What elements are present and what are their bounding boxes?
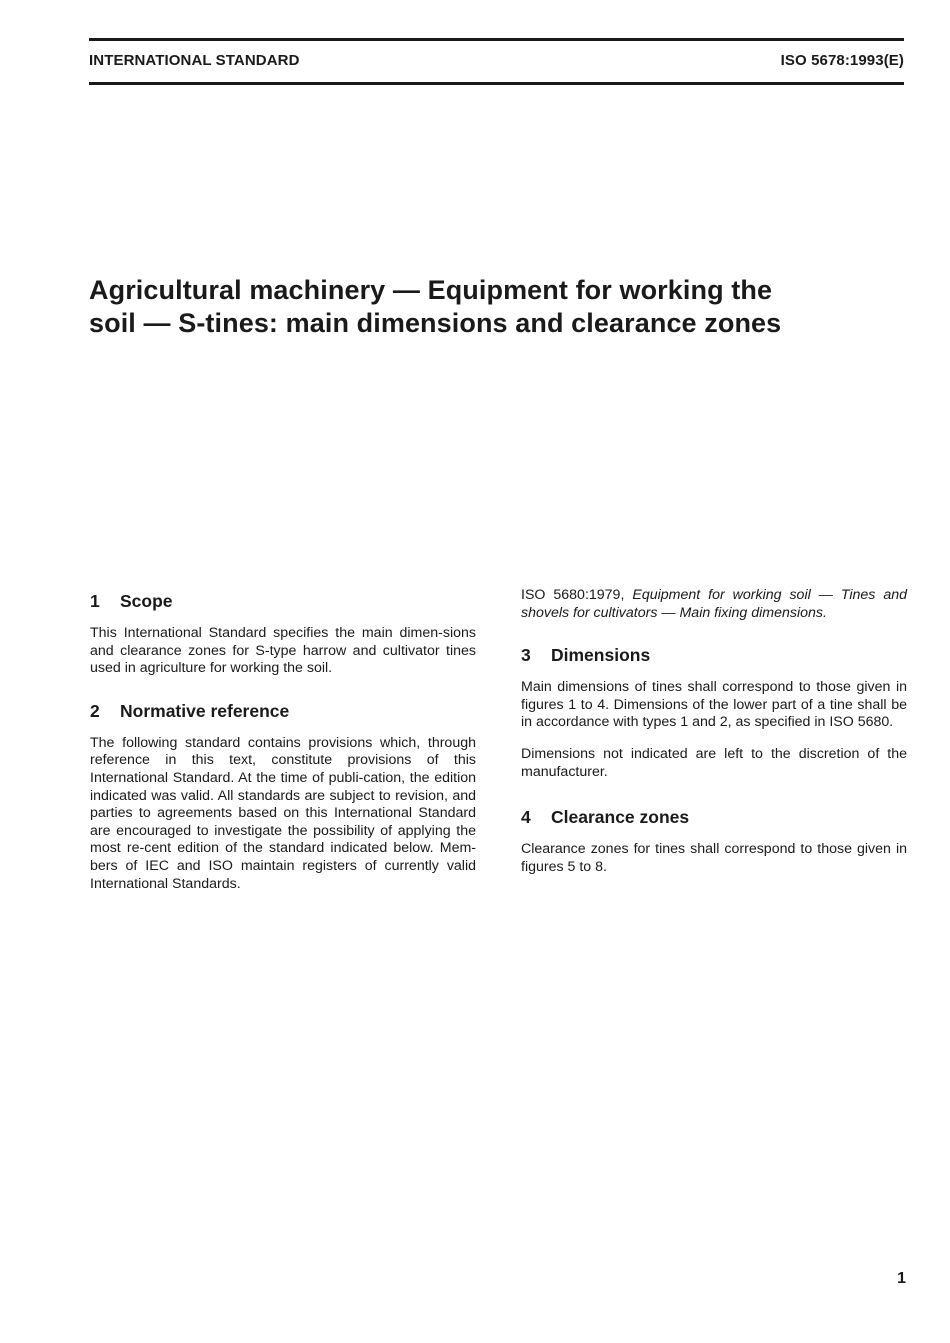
right-column	[521, 587, 907, 876]
section-number: 1	[90, 591, 100, 611]
referenced-standard	[521, 587, 907, 622]
dimensions-paragraph-1: Main dimensions of tines shall correspond to those given in figures 1 to 4. Dimensions of the lower part of a tine shall be in accordance with types 1 and 2, as specified in ISO 5680.	[521, 679, 907, 731]
title-line-2: soil — S-tines: main dimensions and clearance zones	[89, 308, 782, 338]
normative-reference-paragraph: The following standard contains provisions which, through reference in this text, constitute provisions of this International Standard. At the time of publi-cation, the edition indicated was valid. All standards are subject to revision, and parties to agreements based on this International Standard are encouraged to investigate the possibility of applying the most re-cent edition of the standard indicated below. Mem-bers of IEC and ISO maintain registers of currently valid International Standards.	[90, 734, 476, 892]
reference-code: ISO 5680:1979,	[521, 587, 625, 603]
header-top-rule	[89, 38, 904, 41]
section-heading-scope	[90, 590, 476, 612]
section-heading-dimensions	[521, 644, 907, 666]
standard-number-label: ISO 5678:1993(E)	[780, 52, 904, 69]
document-title	[89, 274, 889, 340]
section-number: 4	[521, 807, 531, 828]
page-number: 1	[897, 1270, 906, 1287]
section-title: Scope	[120, 591, 173, 611]
reference-title: Equipment for working soil — Tines and shovels for cultivators — Main fixing dimensions.	[521, 587, 908, 621]
dimensions-paragraph-2: Dimensions not indicated are left to the discretion of the manufacturer.	[521, 745, 907, 780]
clearance-zones-paragraph: Clearance zones for tines shall correspond to those given in figures 5 to 8.	[521, 841, 907, 875]
section-title: Dimensions	[551, 645, 651, 666]
scope-paragraph: This International Standard specifies the main dimen-sions and clearance zones for S-type harrow and cultivator tines used in agriculture for working the soil.	[90, 625, 476, 677]
title-line-1: Agricultural machinery — Equipment for working the	[89, 275, 773, 305]
header-bottom-rule	[89, 82, 904, 85]
section-title: Clearance zones	[551, 807, 690, 828]
section-number: 3	[521, 645, 531, 666]
section-title: Normative reference	[120, 700, 290, 721]
standard-type-label: INTERNATIONAL STANDARD	[89, 52, 300, 69]
section-heading-clearance-zones	[521, 806, 907, 828]
left-column	[90, 590, 476, 893]
section-heading-normative-reference	[90, 700, 476, 722]
section-number: 2	[90, 700, 100, 721]
